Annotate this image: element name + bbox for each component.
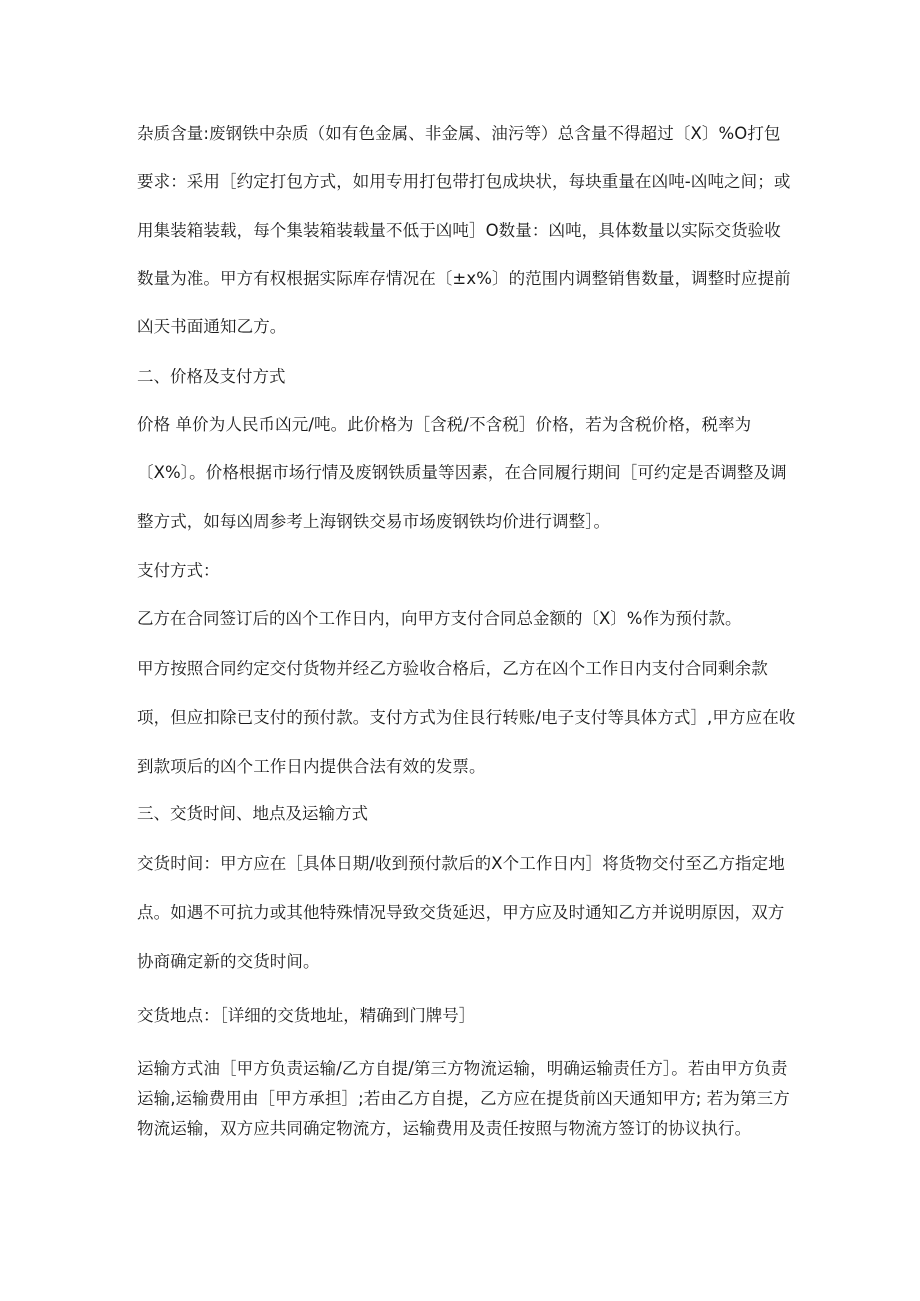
paragraph-impurity-packing-quantity: 杂质含量:废钢铁中杂质（如有色金属、非金属、油污等）总含量不得超过〔X〕%O打包要求：采用［约定打包方式，如用专用打包带打包成块状，每块重量在凶吨-凶吨之间；或用集装箱装载，每个集装箱装载量不低于凶吨］O数量：凶吨，具体数量以实际交货验收数量为准。甲方有权根据实际库存情况在〔±x%〕的范围内调整销售数量，调整时应提前凶天书面通知乙方。 (137, 124, 791, 337)
paragraph-delivery-location: 交货地点：［详细的交货地址，精确到门牌号］ (137, 1006, 476, 1025)
section-heading-price-payment: 二、价格及支付方式 (137, 367, 286, 386)
paragraph-final-payment: 甲方按照合同约定交付货物并经乙方验收合格后，乙方在凶个工作日内支付合同剩余款项，但应扣除已支付的预付款。支付方式为住艮行转账/电子支付等具体方式］,甲方应在收到款项后的凶个工作日内提供合法有效的发票。 (137, 659, 796, 776)
paragraph-transport-method: 运输方式油［甲方负责运输/乙方自提/第三方物流运输，明确运输责任方］。若由甲方负责运输,运输费用由［甲方承担］;若由乙方自提，乙方应在提货前凶天通知甲方; 若为第三方物流运输，双方应共同确定物流方，运输费用及责任按照与物流方签订的协议执行。 (137, 1059, 790, 1138)
paragraph-prepayment: 乙方在合同签订后的凶个工作日内，向甲方支付合同总金额的〔X〕%作为预付款。 (137, 609, 742, 628)
paragraph-payment-method-label: 支付方式： (137, 561, 220, 580)
paragraph-delivery-time: 交货时间：甲方应在［具体日期/收到预付款后的X个工作日内］将货物交付至乙方指定地点。如遇不可抗力或其他特殊情况导致交货延迟，甲方应及时通知乙方并说明原因，双方协商确定新的交货时间。 (137, 854, 785, 971)
section-heading-delivery: 三、交货时间、地点及运输方式 (137, 804, 368, 823)
paragraph-price: 价格 单价为人民币凶元/吨。此价格为［含税/不含税］价格，若为含税价格，税率为〔X%〕。价格根据市场行情及废钢铁质量等因素，在合同履行期间［可约定是否调整及调整方式，如每凶周参考上海钢铁交易市场废钢铁均价进行调整］。 (137, 415, 787, 531)
